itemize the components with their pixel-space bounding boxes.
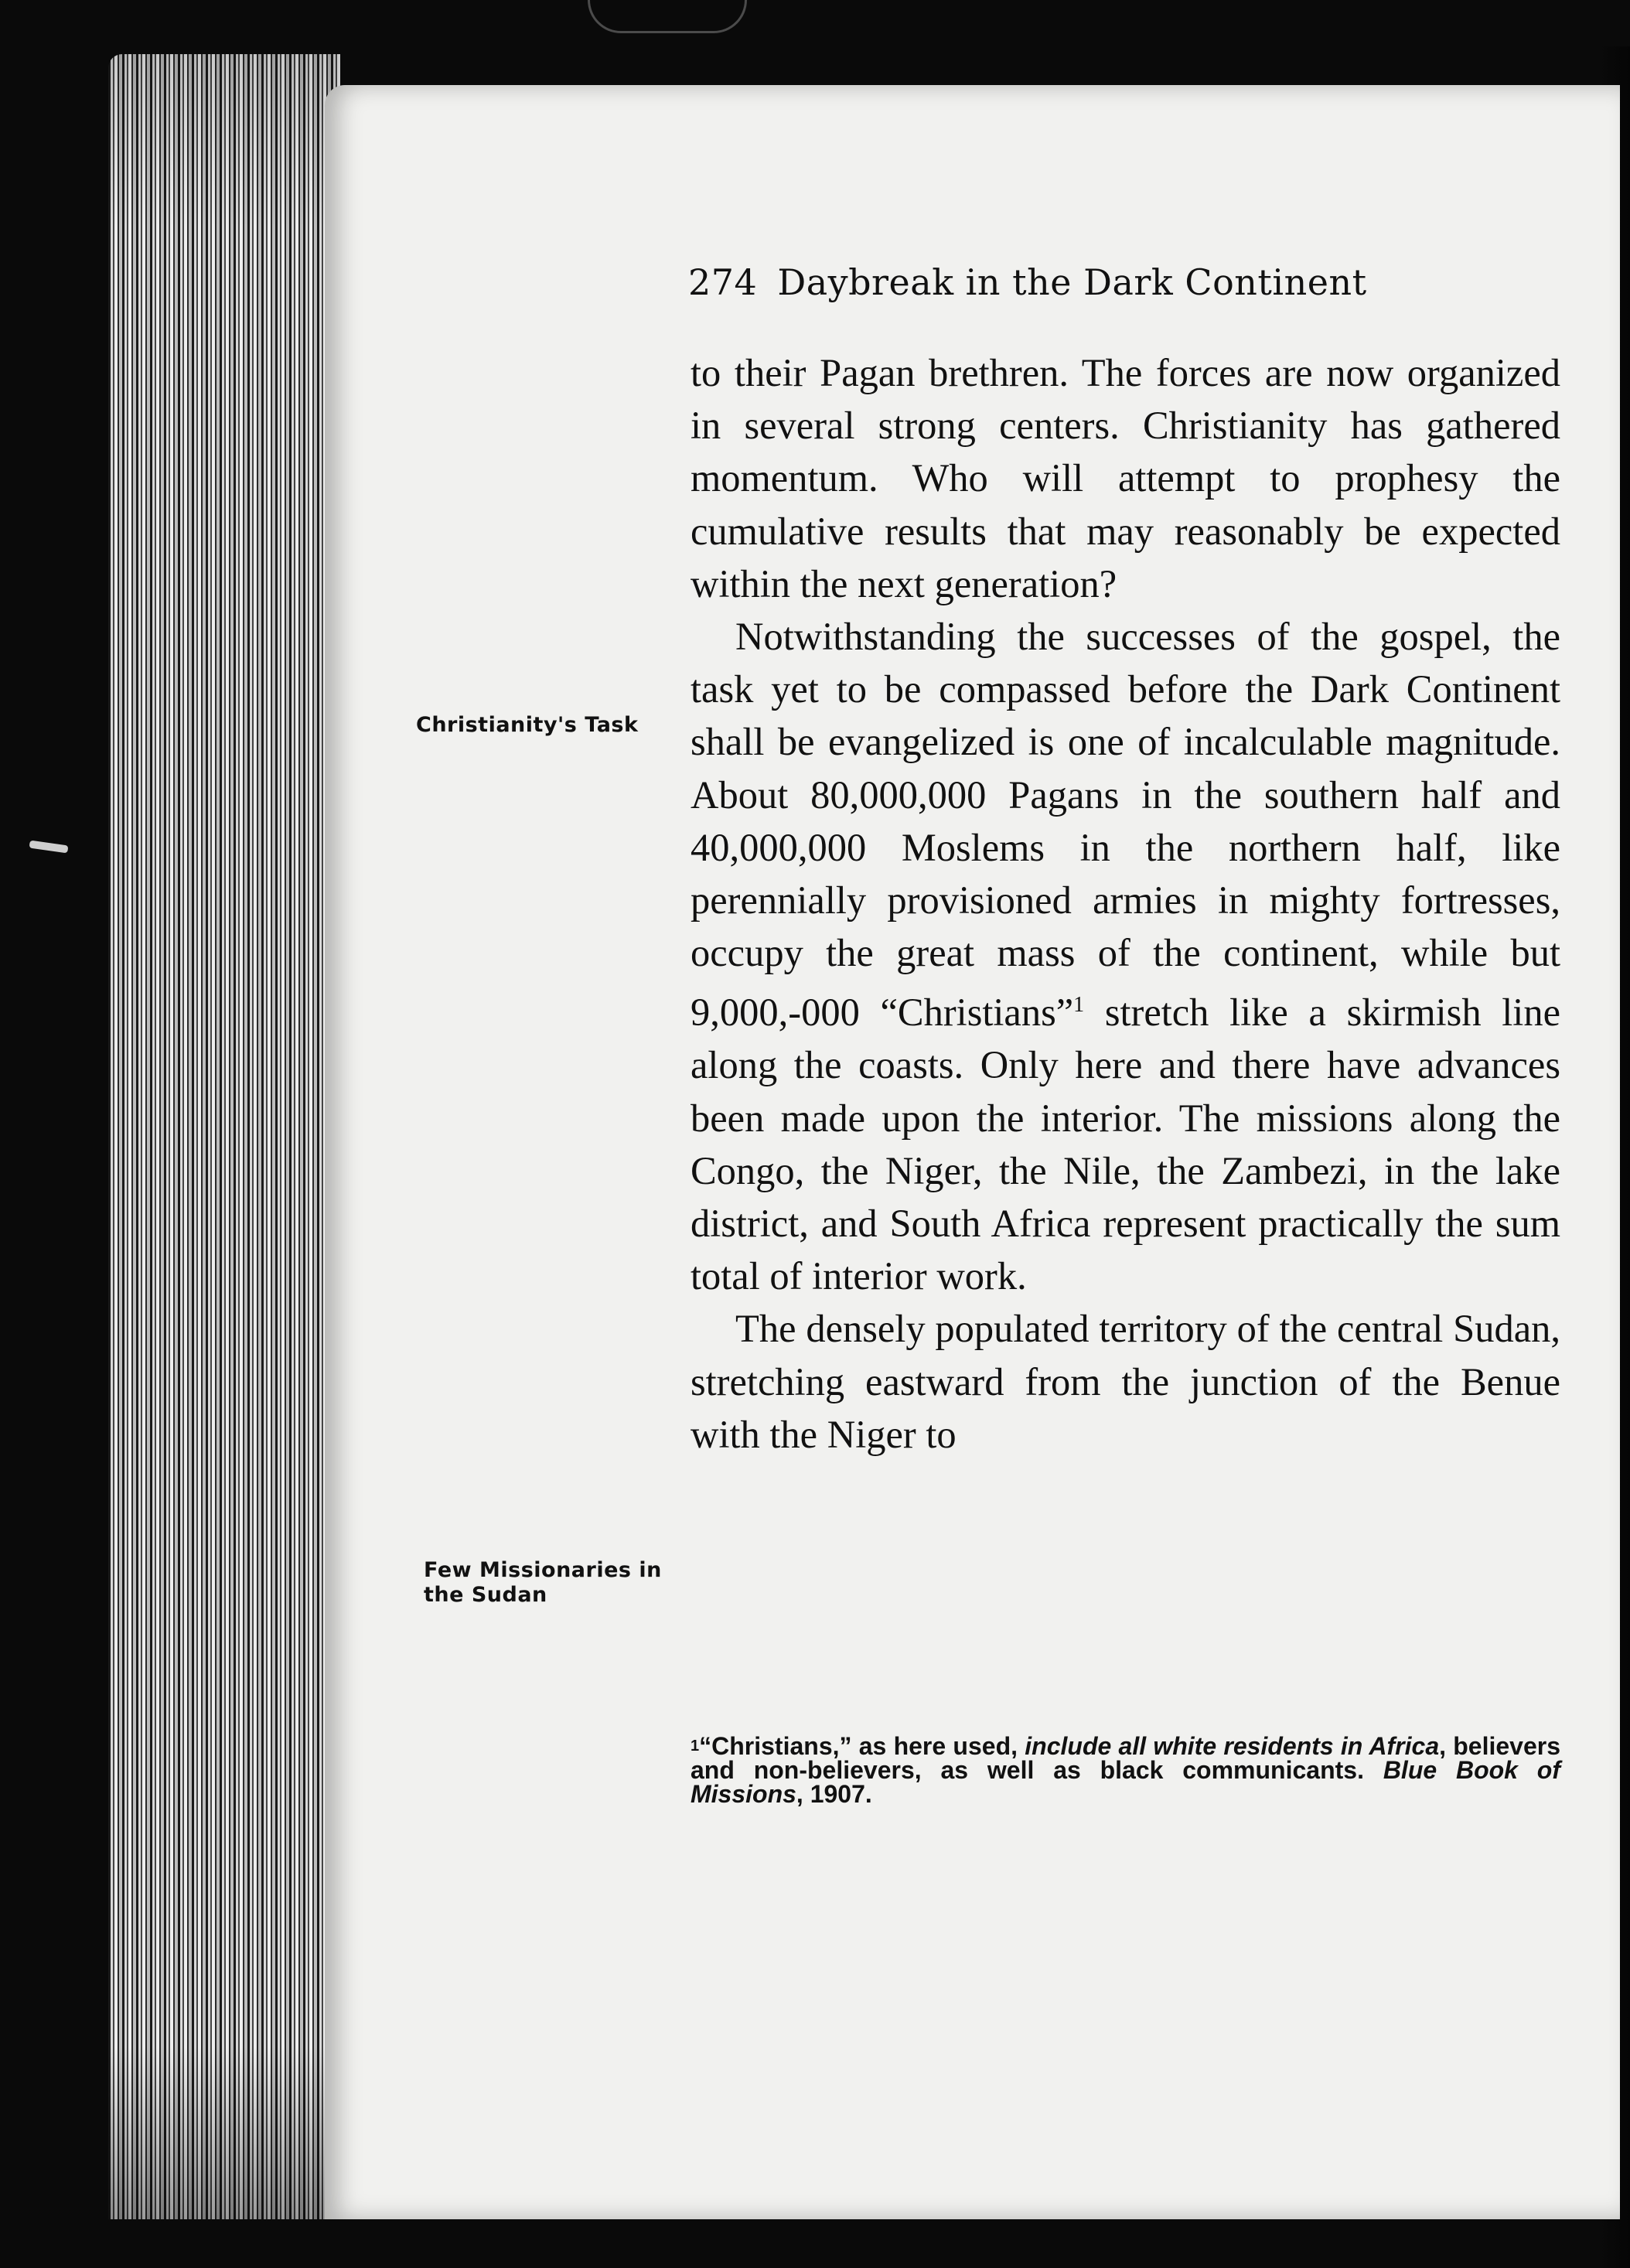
paragraph — [691, 610, 1560, 1302]
footnote-citation: Blue Book of Missions — [691, 1756, 1561, 1808]
sidenote-christianitys-task: Christianity's Task — [416, 713, 639, 737]
footnote-text: , 1907. — [796, 1780, 872, 1808]
body-text — [691, 346, 1560, 1461]
footnote-text: , believers and non-believers, as well as black communicants. — [691, 1732, 1561, 1784]
running-head — [688, 261, 1367, 303]
footnote-italic: include all white residents in Africa — [1025, 1732, 1440, 1760]
page-number: 274 — [688, 261, 758, 303]
footnote-reference: 1 — [1073, 993, 1085, 1018]
page-edges-shadow — [108, 54, 340, 2219]
footnote-text: “Christians,” as here used, — [699, 1732, 1025, 1760]
scan-artifact — [588, 0, 747, 33]
footnote — [691, 1734, 1560, 1806]
paragraph: The densely populated territory of the central Sudan, stretching eastward from the junction of the Benue with the Niger to — [691, 1307, 1560, 1456]
paragraph: to their Pagan brethren. The forces are now organized in several strong centers. Christianity has gathered momentum. Who will attempt to prophesy the cumulative results that may reasonably be expected within the next generation? — [691, 351, 1560, 605]
scan-artifact — [29, 841, 69, 854]
paragraph-text: Notwithstanding the successes of the gospel, the task yet to be compassed before the Dark Continent shall be evangelized is one of incalculable magnitude. About 80,000,000 Pagans in the southern half and 40,000,000 Moslems in the northern half, like perennially provisioned armies in mighty fortresses, occupy the great mass of the continent, while but 9,000,-000 “Christians” — [691, 615, 1560, 1035]
paragraph-text: stretch like a skirmish line along the coasts. Only here and there have advances been made upon the interior. The missions along the Congo, the Niger, the Nile, the Zambezi, in the lake district, and South Africa represent practically the sum total of interior work. — [691, 991, 1560, 1298]
sidenote-few-missionaries: Few Missionaries in the Sudan — [424, 1558, 662, 1607]
footnote-marker: 1 — [691, 1738, 700, 1755]
running-head-title: Daybreak in the Dark Continent — [777, 261, 1367, 303]
